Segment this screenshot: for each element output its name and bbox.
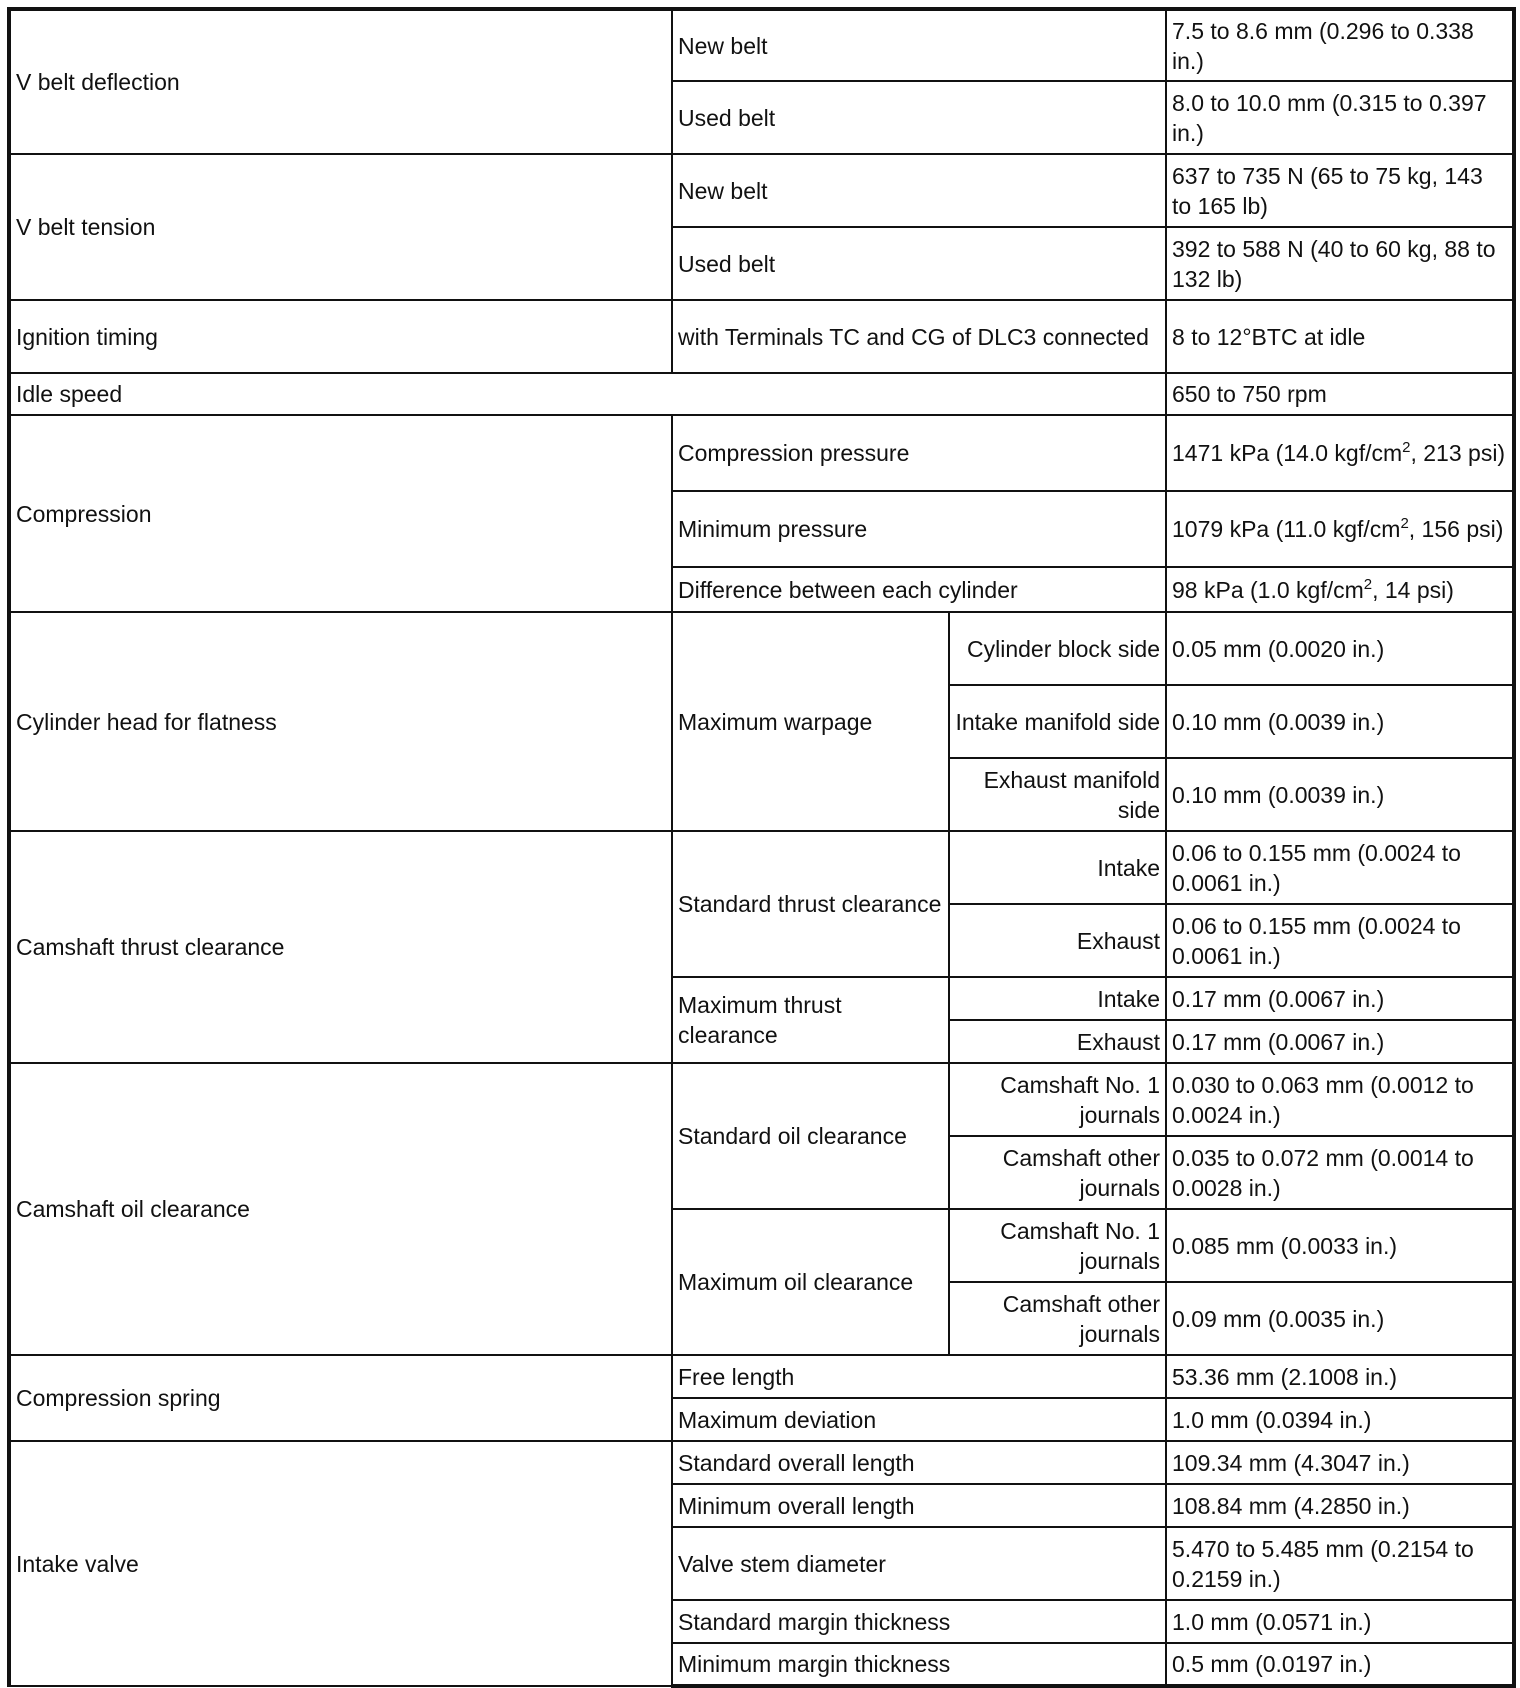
standard-overall-length-label: Standard overall length [672, 1441, 1166, 1484]
intake-valve-label: Intake valve [9, 1441, 672, 1686]
std-oil-other-journals-label: Camshaft other journals [949, 1136, 1166, 1209]
pressure-difference-label: Difference between each cylinder [672, 567, 1166, 612]
max-oil-other-journals-value: 0.09 mm (0.0035 in.) [1166, 1282, 1514, 1355]
table-row [9, 300, 1514, 373]
max-oil-no1-journals-label: Camshaft No. 1 journals [949, 1209, 1166, 1282]
minimum-overall-length-value: 108.84 mm (4.2850 in.) [1166, 1484, 1514, 1527]
cylinder-head-flatness-label: Cylinder head for flatness [9, 612, 672, 831]
ignition-timing-condition: with Terminals TC and CG of DLC3 connected [672, 300, 1166, 373]
table-row [9, 415, 1514, 491]
ignition-timing-value: 8 to 12°BTC at idle [1166, 300, 1514, 373]
new-belt-deflection-value: 7.5 to 8.6 mm (0.296 to 0.338 in.) [1166, 9, 1514, 81]
exhaust-manifold-side-label: Exhaust manifold side [949, 758, 1166, 831]
std-thrust-exhaust-value: 0.06 to 0.155 mm (0.0024 to 0.0061 in.) [1166, 904, 1514, 977]
cylinder-block-side-label: Cylinder block side [949, 612, 1166, 685]
compression-pressure-value: 1471 kPa (14.0 kgf/$cm^2$, 213 psi) [1166, 415, 1514, 491]
max-oil-other-journals-label: Camshaft other journals [949, 1282, 1166, 1355]
free-length-label: Free length [672, 1355, 1166, 1398]
table-row [9, 1355, 1514, 1398]
table-row [9, 1063, 1514, 1136]
new-belt-label: New belt [672, 154, 1166, 227]
camshaft-oil-clearance-label: Camshaft oil clearance [9, 1063, 672, 1355]
used-belt-tension-value: 392 to 588 N (40 to 60 kg, 88 to 132 lb) [1166, 227, 1514, 300]
std-oil-no1-journals-label: Camshaft No. 1 journals [949, 1063, 1166, 1136]
maximum-deviation-label: Maximum deviation [672, 1398, 1166, 1441]
max-thrust-intake-label: Intake [949, 977, 1166, 1020]
ignition-timing-label: Ignition timing [9, 300, 672, 373]
table-row [9, 612, 1514, 685]
standard-thrust-clearance-label: Standard thrust clearance [672, 831, 949, 977]
intake-manifold-side-label: Intake manifold side [949, 685, 1166, 758]
standard-overall-length-value: 109.34 mm (4.3047 in.) [1166, 1441, 1514, 1484]
std-thrust-intake-label: Intake [949, 831, 1166, 904]
pressure-difference-value: 98 kPa (1.0 kgf/$cm^2$, 14 psi) [1166, 567, 1514, 612]
max-oil-no1-journals-value: 0.085 mm (0.0033 in.) [1166, 1209, 1514, 1282]
std-oil-no1-journals-value: 0.030 to 0.063 mm (0.0012 to 0.0024 in.) [1166, 1063, 1514, 1136]
compression-label: Compression [9, 415, 672, 612]
used-belt-label: Used belt [672, 227, 1166, 300]
max-thrust-intake-value: 0.17 mm (0.0067 in.) [1166, 977, 1514, 1020]
table-row [9, 9, 1514, 81]
standard-margin-thickness-label: Standard margin thickness [672, 1600, 1166, 1643]
table-row [9, 154, 1514, 227]
cylinder-block-side-value: 0.05 mm (0.0020 in.) [1166, 612, 1514, 685]
standard-margin-thickness-value: 1.0 mm (0.0571 in.) [1166, 1600, 1514, 1643]
maximum-deviation-value: 1.0 mm (0.0394 in.) [1166, 1398, 1514, 1441]
maximum-thrust-clearance-label: Maximum thrust clearance [672, 977, 949, 1063]
new-belt-tension-value: 637 to 735 N (65 to 75 kg, 143 to 165 lb) [1166, 154, 1514, 227]
idle-speed-label: Idle speed [9, 373, 1166, 415]
compression-spring-label: Compression spring [9, 1355, 672, 1441]
new-belt-label: New belt [672, 9, 1166, 81]
std-thrust-intake-value: 0.06 to 0.155 mm (0.0024 to 0.0061 in.) [1166, 831, 1514, 904]
valve-stem-diameter-label: Valve stem diameter [672, 1527, 1166, 1600]
idle-speed-value: 650 to 750 rpm [1166, 373, 1514, 415]
maximum-oil-clearance-label: Maximum oil clearance [672, 1209, 949, 1355]
max-thrust-exhaust-label: Exhaust [949, 1020, 1166, 1063]
table-row [9, 373, 1514, 415]
standard-oil-clearance-label: Standard oil clearance [672, 1063, 949, 1209]
maximum-warpage-label: Maximum warpage [672, 612, 949, 831]
table-row [9, 831, 1514, 904]
used-belt-deflection-value: 8.0 to 10.0 mm (0.315 to 0.397 in.) [1166, 81, 1514, 154]
std-thrust-exhaust-label: Exhaust [949, 904, 1166, 977]
minimum-margin-thickness-label: Minimum margin thickness [672, 1643, 1166, 1686]
used-belt-label: Used belt [672, 81, 1166, 154]
intake-manifold-side-value: 0.10 mm (0.0039 in.) [1166, 685, 1514, 758]
valve-stem-diameter-value: 5.470 to 5.485 mm (0.2154 to 0.2159 in.) [1166, 1527, 1514, 1600]
table-row [9, 1441, 1514, 1484]
free-length-value: 53.36 mm (2.1008 in.) [1166, 1355, 1514, 1398]
specification-table [7, 7, 1516, 1688]
v-belt-tension-label: V belt tension [9, 154, 672, 300]
camshaft-thrust-clearance-label: Camshaft thrust clearance [9, 831, 672, 1063]
std-oil-other-journals-value: 0.035 to 0.072 mm (0.0014 to 0.0028 in.) [1166, 1136, 1514, 1209]
compression-pressure-label: Compression pressure [672, 415, 1166, 491]
exhaust-manifold-side-value: 0.10 mm (0.0039 in.) [1166, 758, 1514, 831]
max-thrust-exhaust-value: 0.17 mm (0.0067 in.) [1166, 1020, 1514, 1063]
v-belt-deflection-label: V belt deflection [9, 9, 672, 154]
minimum-pressure-label: Minimum pressure [672, 491, 1166, 567]
minimum-margin-thickness-value: 0.5 mm (0.0197 in.) [1166, 1643, 1514, 1686]
minimum-pressure-value: 1079 kPa (11.0 kgf/$cm^2$, 156 psi) [1166, 491, 1514, 567]
minimum-overall-length-label: Minimum overall length [672, 1484, 1166, 1527]
